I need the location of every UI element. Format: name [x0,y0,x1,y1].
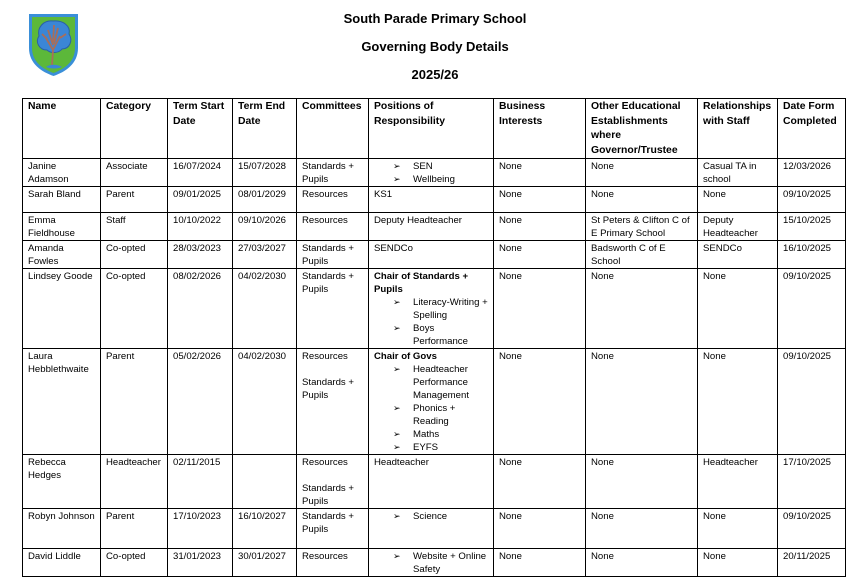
cell-relationships: None [698,269,778,349]
cell-business-interests: None [494,159,586,187]
cell-committees [297,455,369,509]
table-header-row [23,99,846,159]
cell-other-establishments: None [586,349,698,455]
cell-date-completed: 17/10/2025 [778,455,846,509]
cell-committees: Standards + Pupils [297,159,369,187]
table-row [23,509,846,549]
document-subtitle: Governing Body Details [361,39,509,54]
column-header-date-completed: Date Form Completed [778,99,846,159]
cell-relationships: Casual TA in school [698,159,778,187]
committee-item: Resources [302,351,348,362]
table-row [23,213,846,241]
cell-date-completed: 09/10/2025 [778,509,846,549]
cell-other-establishments: None [586,187,698,213]
cell-name: Emma Fieldhouse [23,213,101,241]
cell-term-start: 28/03/2023 [168,241,233,269]
position-bullet: ➢ Maths [374,428,488,441]
cell-name: Rebecca Hedges [23,455,101,509]
cell-term-end: 09/10/2026 [233,213,297,241]
cell-name: Lindsey Goode [23,269,101,349]
positions-list [374,296,488,348]
cell-term-start: 10/10/2022 [168,213,233,241]
cell-relationships: None [698,187,778,213]
cell-business-interests: None [494,187,586,213]
cell-positions: SENDCo [369,241,494,269]
positions-list [374,363,488,454]
position-bullet: ➢ Literacy-Writing + Spelling [374,296,488,322]
column-header-category: Category [101,99,168,159]
table-row [23,269,846,349]
cell-date-completed: 15/10/2025 [778,213,846,241]
cell-business-interests: None [494,349,586,455]
cell-term-end: 16/10/2027 [233,509,297,549]
cell-name: Sarah Bland [23,187,101,213]
cell-name: Laura Hebblethwaite [23,349,101,455]
cell-category: Co-opted [101,549,168,577]
positions-list [374,550,488,576]
cell-date-completed: 20/11/2025 [778,549,846,577]
cell-positions [369,509,494,549]
cell-business-interests: None [494,241,586,269]
cell-committees [297,349,369,455]
position-bullet: ➢ Boys Performance [374,322,488,348]
table-row [23,159,846,187]
position-title: Chair of Govs [374,351,437,362]
position-bullet: ➢ Website + Online Safety [374,550,488,576]
cell-term-end: 04/02/2030 [233,269,297,349]
cell-term-start: 31/01/2023 [168,549,233,577]
cell-business-interests: None [494,213,586,241]
cell-term-end: 30/01/2027 [233,549,297,577]
cell-relationships: Deputy Headteacher [698,213,778,241]
school-crest-tree-icon [27,12,80,78]
table-row [23,455,846,509]
table-row [23,187,846,213]
cell-name: Robyn Johnson [23,509,101,549]
position-bullet: ➢ Phonics + Reading [374,402,488,428]
cell-committees: Resources [297,549,369,577]
positions-list [374,510,488,523]
cell-date-completed: 09/10/2025 [778,269,846,349]
school-name: South Parade Primary School [343,11,527,26]
cell-committees: Standards + Pupils [297,241,369,269]
cell-relationships: None [698,549,778,577]
cell-term-end: 04/02/2030 [233,349,297,455]
column-header-committees: Committees [297,99,369,159]
cell-term-start: 08/02/2026 [168,269,233,349]
governing-body-table [22,98,846,577]
cell-positions [369,269,494,349]
cell-date-completed: 16/10/2025 [778,241,846,269]
cell-category: Parent [101,187,168,213]
column-header-business-interests: Business Interests [494,99,586,159]
cell-name: David Liddle [23,549,101,577]
cell-other-establishments: None [586,269,698,349]
cell-business-interests: None [494,509,586,549]
cell-name: Amanda Fowles [23,241,101,269]
column-header-positions: Positions of Responsibility [369,99,494,159]
cell-committees: Resources [297,187,369,213]
cell-category: Staff [101,213,168,241]
cell-category: Parent [101,349,168,455]
academic-year: 2025/26 [411,67,459,82]
cell-term-start: 16/07/2024 [168,159,233,187]
cell-positions [369,159,494,187]
cell-category: Co-opted [101,241,168,269]
cell-other-establishments: St Peters & Clifton C of E Primary School [586,213,698,241]
position-bullet: ➢ SEN [374,160,488,173]
table-row [23,549,846,577]
cell-date-completed: 09/10/2025 [778,187,846,213]
position-bullet: ➢ Headteacher Performance Management [374,363,488,402]
cell-business-interests: None [494,455,586,509]
cell-term-start: 05/02/2026 [168,349,233,455]
committee-item: Standards + Pupils [302,483,355,507]
cell-other-establishments: None [586,159,698,187]
cell-positions [369,549,494,577]
cell-other-establishments: None [586,509,698,549]
cell-term-end: 15/07/2028 [233,159,297,187]
column-header-other-establishments: Other Educational Establishments where Governor/Trustee [586,99,698,159]
cell-category: Co-opted [101,269,168,349]
cell-term-start: 02/11/2015 [168,455,233,509]
cell-relationships: Headteacher [698,455,778,509]
cell-category: Associate [101,159,168,187]
column-header-term-end: Term End Date [233,99,297,159]
cell-other-establishments: None [586,455,698,509]
committee-item: Resources [302,457,348,468]
cell-date-completed: 09/10/2025 [778,349,846,455]
cell-date-completed: 12/03/2026 [778,159,846,187]
cell-positions: Headteacher [369,455,494,509]
position-bullet: ➢ Science [374,510,488,523]
cell-term-end: 27/03/2027 [233,241,297,269]
committee-item: Standards + Pupils [302,377,355,401]
position-title: Chair of Standards + Pupils [374,271,469,295]
cell-committees: Resources [297,213,369,241]
cell-term-start: 17/10/2023 [168,509,233,549]
cell-term-end: 08/01/2029 [233,187,297,213]
cell-term-end [233,455,297,509]
cell-committees: Standards + Pupils [297,509,369,549]
cell-name: Janine Adamson [23,159,101,187]
cell-other-establishments: Badsworth C of E School [586,241,698,269]
cell-positions: KS1 [369,187,494,213]
position-bullet: ➢ Wellbeing [374,173,488,186]
cell-business-interests: None [494,549,586,577]
cell-other-establishments: None [586,549,698,577]
cell-relationships: None [698,349,778,455]
column-header-relationships: Relationships with Staff [698,99,778,159]
cell-committees: Standards + Pupils [297,269,369,349]
table-row [23,241,846,269]
cell-positions [369,349,494,455]
column-header-name: Name [23,99,101,159]
cell-business-interests: None [494,269,586,349]
column-header-term-start: Term Start Date [168,99,233,159]
cell-category: Parent [101,509,168,549]
cell-relationships: None [698,509,778,549]
cell-term-start: 09/01/2025 [168,187,233,213]
document-header [290,12,580,96]
cell-category: Headteacher [101,455,168,509]
positions-list [374,160,488,186]
cell-positions: Deputy Headteacher [369,213,494,241]
cell-relationships: SENDCo [698,241,778,269]
position-bullet: ➢ EYFS [374,441,488,454]
table-row [23,349,846,455]
